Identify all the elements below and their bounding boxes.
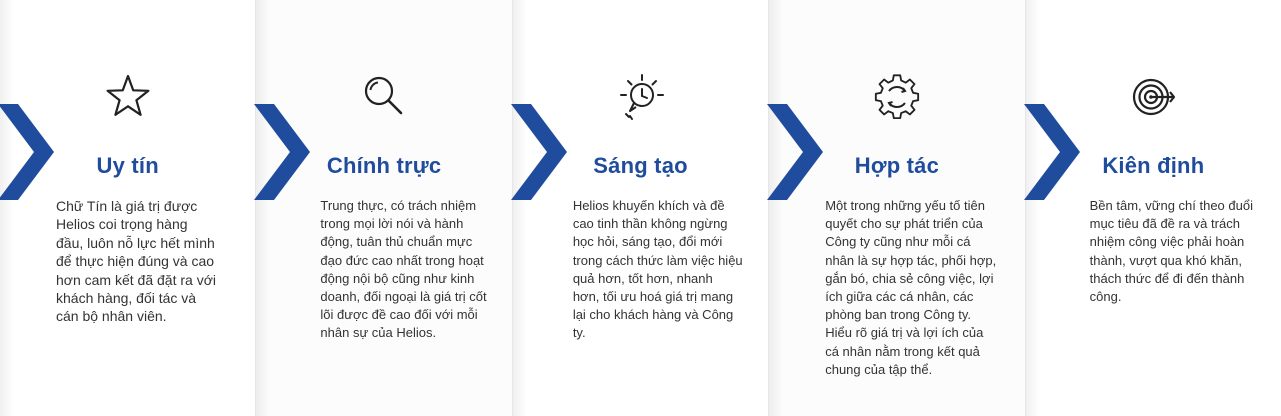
value-title: Kiên định [1102, 153, 1205, 178]
value-card-kien-dinh [1026, 0, 1281, 416]
value-description: Một trong những yếu tố tiên quyết cho sự phát triển của Công ty cũng như mỗi cá nhân là sự hợp tác, phối hợp, gắn bó, chia sẻ công việc, lợi ích giữa các cá nhân, các phòng ban trong Công ty. Hiểu rõ giá trị và lợi ích của cá nhân nằm trong kết quả chung của tập thể. [825, 198, 997, 377]
value-card-chinh-truc [256, 0, 512, 416]
value-title: Chính trực [326, 153, 442, 178]
lightbulb-icon [614, 70, 668, 124]
value-description: Trung thực, có trách nhiệm trong mọi lời nói và hành động, tuân thủ chuẩn mực đạo đức cao nhất trong hoạt động nội bộ cũng như kinh doanh, đối ngoại là giá trị cốt lõi được đề cao đối với mỗi nhân sự của Helios. [320, 198, 487, 341]
target-icon [1126, 70, 1180, 124]
gear-icon [870, 70, 924, 124]
value-card-uy-tin [0, 0, 256, 416]
chevron-right-icon [254, 104, 310, 200]
value-card-hop-tac [769, 0, 1025, 416]
chevron-right-icon [767, 104, 823, 200]
value-description: Bền tâm, vững chí theo đuổi mục tiêu đã đề ra và trách nhiệm công việc phải hoàn thành, vượt qua khó khăn, thách thức để đi đến thành công. [1089, 198, 1253, 305]
chevron-right-icon [511, 104, 567, 200]
star-icon [101, 70, 155, 124]
value-card-sang-tao [513, 0, 769, 416]
chevron-right-icon [1024, 104, 1080, 200]
chevron-right-icon [0, 104, 54, 200]
value-description: Chữ Tín là giá trị được Helios coi trọng hàng đầu, luôn nỗ lực hết mình để thực hiện đúng và cao hơn cam kết đã đặt ra với khách hàng, đối tác và cán bộ nhân viên. [56, 198, 216, 325]
value-title: Hợp tác [854, 153, 940, 178]
value-title: Uy tín [96, 153, 159, 178]
magnifier-icon [357, 70, 411, 124]
value-title: Sáng tạo [593, 153, 688, 178]
value-description: Helios khuyến khích và đề cao tinh thần không ngừng học hỏi, sáng tạo, đổi mới trong cách thức làm việc hiệu quả hơn, tốt hơn, nhanh hơn, tối ưu hoá giá trị mang lại cho khách hàng và Công ty. [572, 198, 743, 341]
